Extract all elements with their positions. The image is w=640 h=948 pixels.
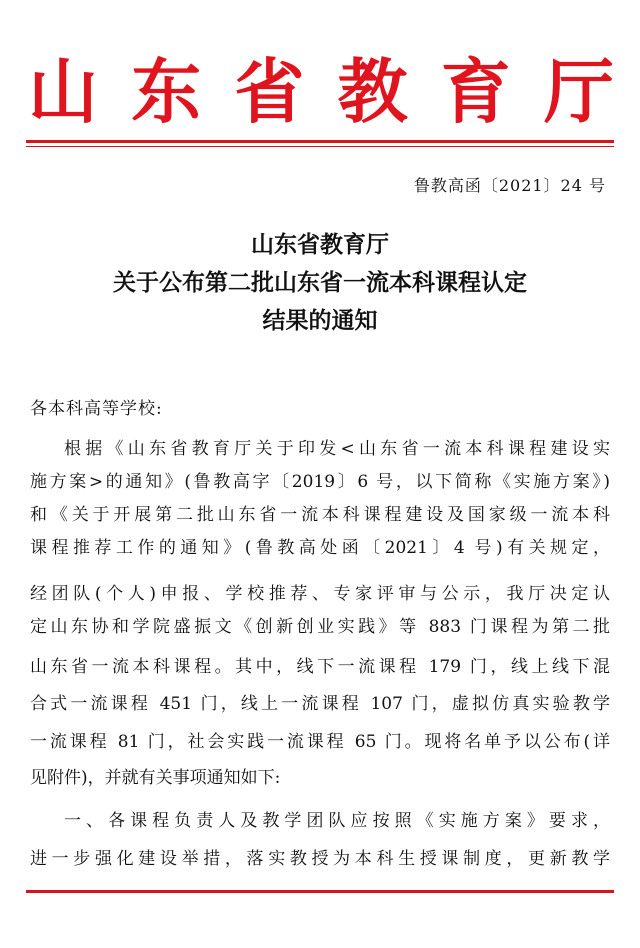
masthead-char: 教 [337, 50, 408, 133]
body-line: 山东省一流本科课程。其中，线下一流课程 179 门，线上线下混 [30, 657, 610, 677]
red-header-rule-thin [26, 146, 614, 147]
title-line: 山东省教育厅 [251, 232, 389, 258]
document-title [0, 226, 640, 340]
body-line: 定山东协和学院盛振文《创新创业实践》等 883 门课程为第二批 [30, 617, 610, 637]
red-header-rule [26, 140, 614, 143]
masthead [28, 50, 614, 133]
red-footer-rule [26, 890, 614, 893]
document-number: 鲁教高函〔2021〕24 号 [413, 176, 606, 195]
body-line: 见附件)，并就有关事项通知如下: [30, 768, 281, 788]
title-line: 关于公布第二批山东省一流本科课程认定 [113, 270, 527, 296]
salutation: 各本科高等学校: [30, 399, 163, 419]
body-line: 进一步强化建设举措，落实教授为本科生授课制度，更新教学 [30, 849, 610, 869]
title-line: 结果的通知 [262, 308, 378, 334]
masthead-char: 东 [131, 50, 202, 133]
masthead-char: 山 [28, 50, 98, 133]
body-line: 和《关于开展第二批山东省一流本科课程建设及国家级一流本科 [30, 505, 610, 525]
masthead-char: 厅 [543, 50, 614, 133]
body-line: 一流课程 81 门，社会实践一流课程 65 门。现将名单予以公布(详 [30, 732, 610, 752]
body-line: 经团队(个人)申报、学校推荐、专家评审与公示，我厅决定认 [30, 584, 610, 604]
body-line: 根据《山东省教育厅关于印发<山东省一流本科课程建设实 [64, 439, 610, 459]
body-line: 合式一流课程 451 门，线上一流课程 107 门，虚拟仿真实验教学 [30, 694, 610, 714]
body-line: 一、各课程负责人及教学团队应按照《实施方案》要求， [64, 811, 610, 831]
body-line: 课程推荐工作的通知》(鲁教高处函〔2021〕4 号)有关规定， [30, 538, 610, 558]
masthead-char: 省 [234, 50, 305, 133]
masthead-char: 育 [440, 50, 511, 133]
body-line: 施方案>的通知》(鲁教高字〔2019〕6 号，以下简称《实施方案》) [30, 472, 610, 492]
